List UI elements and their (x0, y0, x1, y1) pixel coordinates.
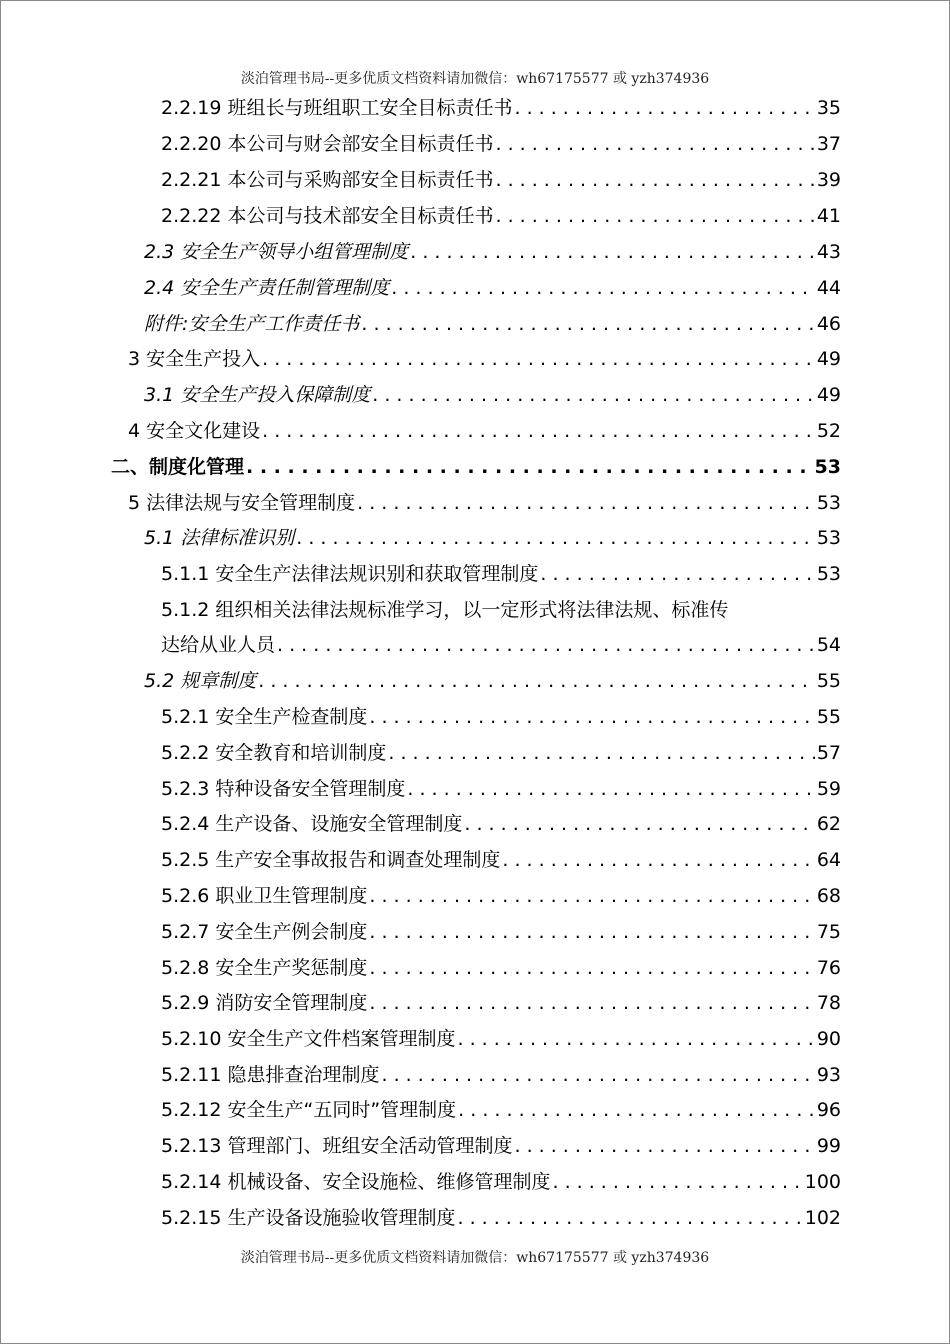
toc-entry-title: 3 安全生产投入 (128, 348, 261, 370)
toc-entry[interactable] (161, 165, 841, 195)
toc-entry[interactable] (161, 1024, 841, 1054)
toc-entry-page: 54 (816, 634, 841, 656)
toc-entry[interactable] (144, 380, 841, 410)
toc-entry-title: 二、制度化管理 (111, 456, 245, 478)
dot-leader (405, 774, 814, 804)
toc-entry[interactable] (144, 523, 841, 553)
dot-leader (493, 165, 814, 195)
toc-entry-title: 2.2.19 班组长与班组职工安全目标责任书 (161, 97, 513, 119)
toc-entry-title: 2.2.22 本公司与技术部安全目标责任书 (161, 205, 494, 227)
toc-entry-page: 52 (816, 420, 841, 442)
dot-leader (294, 523, 815, 553)
toc-entry[interactable] (128, 416, 841, 446)
toc-chapter-entry[interactable] (111, 452, 841, 482)
toc-entry-page: 53 (814, 456, 841, 478)
toc-entry[interactable] (144, 237, 841, 267)
toc-entry-page: 46 (816, 313, 841, 335)
dot-leader (456, 1095, 815, 1125)
toc-entry-title: 2.3 安全生产领导小组管理制度 (144, 241, 409, 263)
dot-leader (275, 630, 815, 660)
toc-entry[interactable] (161, 630, 841, 660)
toc-entry-page: 43 (816, 241, 841, 263)
toc-entry-page: 53 (816, 527, 841, 549)
dot-leader (538, 559, 814, 589)
toc-entry[interactable] (161, 953, 841, 983)
dot-leader (367, 917, 814, 947)
dot-leader (260, 416, 815, 446)
toc-entry-title: 5.2.6 职业卫生管理制度 (161, 885, 368, 907)
toc-entry-page: 93 (816, 1064, 841, 1086)
toc-entry-page: 44 (816, 277, 841, 299)
toc-entry-title: 5.2.14 机械设备、安全设施检、维修管理制度 (161, 1171, 551, 1193)
toc-entry-page: 53 (816, 492, 841, 514)
toc-entry-page: 99 (816, 1135, 841, 1157)
toc-entry[interactable] (161, 1203, 841, 1233)
dot-leader (462, 809, 814, 839)
toc-entry[interactable] (161, 1131, 841, 1161)
dot-leader (367, 702, 814, 732)
toc-entry-page: 41 (816, 205, 841, 227)
toc-entry[interactable] (144, 666, 841, 696)
toc-entry-title: 3.1 安全生产投入保障制度 (144, 384, 371, 406)
toc-entry[interactable] (161, 129, 841, 159)
toc-entry-title-line1[interactable]: 5.1.2 组织相关法律法规标准学习，以一定形式将法律法规、标准传 (161, 599, 729, 621)
toc-entry[interactable] (128, 488, 841, 518)
toc-entry-title: 5.2 规章制度 (144, 670, 257, 692)
toc-entry[interactable] (161, 774, 841, 804)
toc-entry-title: 5.2.13 管理部门、班组安全活动管理制度 (161, 1135, 513, 1157)
toc-entry-page: 62 (816, 813, 841, 835)
dot-leader (256, 666, 815, 696)
dot-leader (379, 1060, 814, 1090)
toc-entry-page: 64 (816, 849, 841, 871)
toc-entry[interactable] (161, 1095, 841, 1125)
toc-entry-title: 2.4 安全生产责任制管理制度 (144, 277, 390, 299)
toc-entry-page: 49 (816, 348, 841, 370)
dot-leader (355, 488, 815, 518)
toc-entry[interactable] (161, 845, 841, 875)
dot-leader (455, 1024, 814, 1054)
toc-entry-title: 5.2.3 特种设备安全管理制度 (161, 778, 406, 800)
toc-entry-title: 5.2.4 生产设备、设施安全管理制度 (161, 813, 463, 835)
dot-leader (367, 988, 814, 1018)
toc-entry[interactable] (161, 881, 841, 911)
toc-entry-page: 76 (816, 957, 841, 979)
toc-entry-page: 55 (816, 706, 841, 728)
toc-entry[interactable] (144, 309, 841, 339)
dot-leader (389, 273, 815, 303)
dot-leader (500, 845, 814, 875)
dot-leader (244, 452, 813, 482)
toc-entry-page: 55 (816, 670, 841, 692)
toc-entry-title: 5.2.11 隐患排查治理制度 (161, 1064, 380, 1086)
toc-entry[interactable] (161, 702, 841, 732)
toc-entry-title-line2: 达给从业人员 (161, 634, 276, 656)
dot-leader (512, 93, 814, 123)
toc-entry-title: 5.2.8 安全生产奖惩制度 (161, 957, 368, 979)
dot-leader (370, 380, 815, 410)
dot-leader (512, 1131, 814, 1161)
dot-leader (408, 237, 815, 267)
toc-entry-page: 57 (816, 742, 841, 764)
toc-entry-page: 68 (816, 885, 841, 907)
toc-entry[interactable] (161, 738, 841, 768)
toc-entry-title: 5.2.15 生产设备设施验收管理制度 (161, 1207, 456, 1229)
toc-entry-page: 39 (816, 169, 841, 191)
dot-leader (455, 1203, 802, 1233)
toc-entry-title: 5.2.12 安全生产“五同时”管理制度 (161, 1099, 457, 1121)
toc-entry[interactable] (161, 988, 841, 1018)
page-footer: 淡泊管理书局--更多优质文档资料请加微信：wh67175577 或 yzh374936 (240, 1250, 710, 1266)
toc-entry-page: 59 (816, 778, 841, 800)
toc-entry[interactable] (161, 201, 841, 231)
toc-entry-page: 78 (816, 992, 841, 1014)
dot-leader (260, 344, 815, 374)
toc-entry[interactable] (161, 559, 841, 589)
toc-entry-title: 5.2.10 安全生产文件档案管理制度 (161, 1028, 456, 1050)
toc-entry-page: 75 (816, 921, 841, 943)
toc-entry[interactable] (161, 1167, 841, 1197)
toc-entry-title: 5.1 法律标准识别 (144, 527, 295, 549)
toc-entry-title: 4 安全文化建设 (128, 420, 261, 442)
toc-entry[interactable] (161, 917, 841, 947)
dot-leader (493, 129, 814, 159)
toc-entry-title: 5.2.1 安全生产检查制度 (161, 706, 368, 728)
toc-entry[interactable] (128, 344, 841, 374)
toc-entry-page: 90 (816, 1028, 841, 1050)
dot-leader (367, 881, 814, 911)
toc-entry-page: 102 (804, 1207, 841, 1229)
dot-leader (367, 953, 814, 983)
toc-entry-title: 附件:安全生产工作责任书 (144, 313, 360, 335)
toc-entry[interactable] (161, 93, 841, 123)
toc-entry-page: 100 (804, 1171, 841, 1193)
page-header: 淡泊管理书局--更多优质文档资料请加微信：wh67175577 或 yzh374936 (240, 71, 710, 87)
toc-entry-title: 5.2.9 消防安全管理制度 (161, 992, 368, 1014)
dot-leader (493, 201, 814, 231)
toc-entry-title: 5.2.2 安全教育和培训制度 (161, 742, 387, 764)
toc-entry-title: 2.2.20 本公司与财会部安全目标责任书 (161, 133, 494, 155)
toc-entry-page: 53 (816, 563, 841, 585)
toc-entry-title: 5.2.7 安全生产例会制度 (161, 921, 368, 943)
toc-entry[interactable] (161, 809, 841, 839)
dot-leader (386, 738, 814, 768)
toc-entry-title: 5 法律法规与安全管理制度 (128, 492, 356, 514)
toc-entry-page: 37 (816, 133, 841, 155)
toc-entry-title: 2.2.21 本公司与采购部安全目标责任书 (161, 169, 494, 191)
toc-entry-page: 49 (816, 384, 841, 406)
toc-entry-title: 5.1.1 安全生产法律法规识别和获取管理制度 (161, 563, 539, 585)
dot-leader (550, 1167, 802, 1197)
dot-leader (359, 309, 814, 339)
toc-entry-title: 5.2.5 生产安全事故报告和调查处理制度 (161, 849, 501, 871)
toc-entry[interactable] (144, 273, 841, 303)
toc-entry[interactable] (161, 1060, 841, 1090)
toc-entry-page: 96 (816, 1099, 841, 1121)
toc-entry-page: 35 (816, 97, 841, 119)
